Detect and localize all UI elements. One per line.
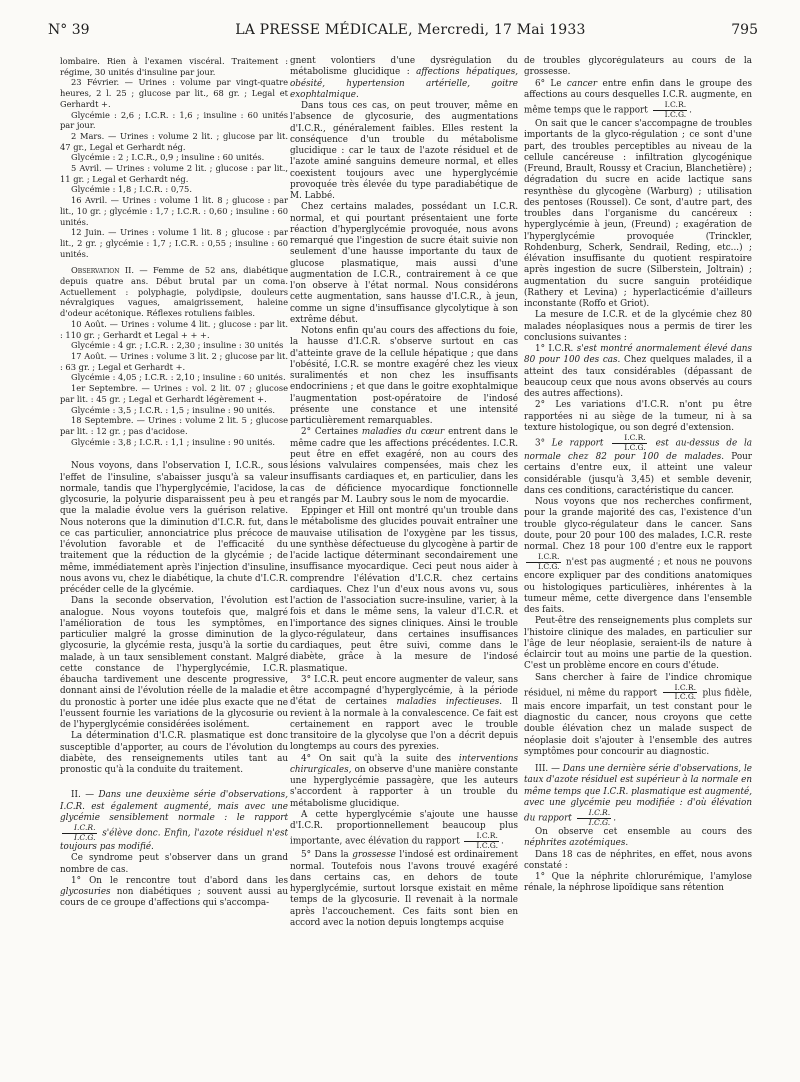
obs2-entry: 18 Septembre. — Urines : volume 2 lit. 5 ; glucose par lit. : 12 gr. ; pas d'acidose. [60,415,288,436]
paragraph: Dans 18 cas de néphrites, en effet, nous avons constaté : [524,849,752,871]
ratio-fraction: $\frac{I.C.R.}{I.C.G.}$ [662,684,697,702]
paragraph: Dans tous ces cas, on peut trouver, même en l'absence de glycosurie, des augmentations d'I.C.R., généralement faibles. Elles restent la conséquence d'un trouble du métabolisme glucidique : car le taux de l'azote résiduel et de l'azote aminé sanguins demeure normal, et elles coexistent toujours avec une hyperglycémie provoquée très élevée du type paradiabétique de M. Labbé. [290,101,518,201]
paragraph: 3° I.C.R. peut encore augmenter de valeur, sans être accompagné d'hyperglycémie, à la période d'état de certaines maladies infectieuses. Il revient à la normale à la convalescence. Ce fait est certainement en rapport avec le trouble transitoire de la glycolyse que l'on a décrit depuis longtemps au cours des pyrexies. [290,674,518,753]
paragraph: La mesure de I.C.R. et de la glycémie chez 80 malades néoplasiques nous a permis de tirer les conclusions suivantes : [524,310,752,343]
obs1-entry: 2 Mars. — Urines : volume 2 lit. ; glucose par lit. 47 gr., Legal et Gerhardt nég. [60,130,288,152]
observation-1-list [60,56,288,447]
paragraph: A cette hyperglycémie s'ajoute une hausse d'I.C.R. proportionnellement beaucoup plus importante, avec élévation du rapport $\frac{I.C.R.}{I.C.G.}$ . [290,809,518,850]
paragraph: Chez certains malades, possédant un I.C.R. normal, et qui pourtant présentaient une forte réaction d'hyperglycémie provoquée, nous avons remarqué que l'ingestion de sucre était suivie non seulement d'une hausse importante du taux de glucose plasmatique, mais aussi d'une augmentation de I.C.R., contrairement à ce que l'on observe à l'état normal. Nous considérons cette augmentation, sans hausse d'I.C.R., à jeun, comme un signe d'insuffisance glycolytique à son extrême début. [290,202,518,325]
paragraph: 1° Que la néphrite chlorurémique, l'amylose rénale, la néphrose lipoïdique sans rétention [524,872,752,894]
journal-title: LA PRESSE MÉDICALE, Mercredi, 17 Mai 1933 [235,22,586,38]
obs1-entry: Glycémie : 2,6 ; I.C.R. : 1,6 ; insuline : 60 unités par jour. [60,109,288,131]
paragraph: Eppinger et Hill ont montré qu'un trouble dans le métabolisme des glucides pouvait entraîner une mauvaise utilisation de l'oxygène par les tissus, une synthèse défectueuse du glycogène à partir de l'acide lactique déterminant secondairement une insuffisance myocardique. Ceci peut nous aider à comprendre l'élévation d'I.C.R. chez certains cardiaques. Chez l'un d'eux nous avons vu, sous l'action de l'association sucre-insuline, varier, à la fois et dans le même sens, la valeur d'I.C.R. et l'importance des signes cliniques. Ainsi le trouble glyco-régulateur, dans certaines insuffisances cardiaques, peut être suivi, comme dans le diabète, grâce à la mesure de l'indosé plasmatique. [290,506,518,674]
obs2-entry: 17 Août. — Urines : volume 3 lit. 2 ; glucose par lit. : 63 gr. ; Legal et Gerhardt +. [60,350,288,372]
paragraph: 3° Le rapport $\frac{I.C.R.}{I.C.G.}$ est au-dessus de la normale chez 82 pour 100 de malades. Pour certains d'entre eux, il atteint une valeur considérable (jusqu'à 3,45) et semble devenir, dans ces conditions, caractéristique du cancer. [524,433,752,496]
paragraph: 2° Les variations d'I.C.R. n'ont pu être rapportées ni au siège de la tumeur, ni à sa texture histologique, ou son degré d'extension. [524,400,752,433]
column-3 [524,56,752,1066]
obs2-entry: 1er Septembre. — Urines : vol. 2 lit. 07 ; glucose par lit. : 45 gr. ; Legal et Gerhardt légèrement +. [60,383,288,404]
page-header [48,22,758,38]
observation-2-label: Observation II. [71,265,135,276]
paragraph: 4° On sait qu'à la suite des interventions chirurgicales, on observe d'une manière constante une hyperglycémie passagère, que les auteurs s'accordent à rapporter à un trouble du métabolisme glucidique. [290,753,518,809]
paragraph: Dans la seconde observation, l'évolution est analogue. Nous voyons toutefois que, malgré l'amélioration de tous les symptômes, en particulier malgré la grosse diminution de la glycosurie, la glycémie resta, jusqu'à la sortie du malade, à un taux sensiblement constant. Malgré cette constance de l'hyperglycémie, I.C.R. ébaucha tardivement une descente progressive, donnant ainsi de l'évolution réelle de la maladie et du pronostic à porter une idée plus exacte que ne l'eussent fournie les variations de la glycosurie ou de l'hyperglycémie considérées isolément. [60,596,288,731]
ratio-fraction: $\frac{I.C.R.}{I.C.G.}$ [464,832,499,850]
section-2-heading: II. — Dans une deuxième série d'observations, I.C.R. est également augmenté, mais avec une glycémie sensiblement normale : le rapport $\frac{I.C.R.}{I.C.G.}$ s'élève donc. Enfin, l'azote résiduel n'est toujours pas modifié. [60,790,288,853]
paragraph: 5° Dans la grossesse l'indosé est ordinairement normal. Toutefois nous l'avons trouvé exagéré dans certains cas, en dehors de toute hyperglycémie, surtout lorsque existait en même temps de la glycosurie. Il revenait à la normale après l'accouchement. Ces faits sont bien en accord avec la notion depuis longtemps acquise [290,850,518,928]
paragraph: Nous voyons que nos recherches confirment, pour la grande majorité des cas, l'existence d'un trouble glyco-régulateur dans le cancer. Sans doute, pour 20 pour 100 des malades, I.C.R. reste normal. Chez 18 pour 100 d'entre eux le rapport $\frac{I.C.R.}{I.C.G.}$ n'est pas augmenté ; et nous ne pouvons encore expliquer par des conditions anatomiques ou histologiques particulières, inhérentes à la tumeur même, cette divergence dans l'ensemble des faits. [524,497,752,615]
obs1-entry: Glycémie : 2 ; I.C.R., 0,9 ; insuline : 60 unités. [71,152,265,163]
issue-number: N° 39 [48,22,90,38]
obs1-entry: 12 Juin. — Urines : volume 1 lit. 8 ; glucose : par lit., 2 gr. ; glycémie : 1,7 ; I.C.R. : 0,55 ; insuline : 60 unités. [60,227,288,259]
paragraph: Ce syndrome peut s'observer dans un grand nombre de cas. [60,853,288,875]
obs1-entry: lombaire. Rien à l'examen viscéral. Traitement : régime, 30 unités d'insuline par jour. [60,56,288,77]
obs1-entry: 5 Avril. — Urines : volume 2 lit. ; glucose : par lit., 11 gr. ; Legal et Gerhardt nég. [60,163,288,184]
obs2-entry: Glycémie : 4 gr. ; I.C.R. : 2,30 ; insuline : 30 unités [71,340,284,351]
paragraph: 1° I.C.R. s'est montré anormalement élevé dans 80 pour 100 des cas. Chez quelques malades, il a atteint des taux considérables (dépassant de beaucoup ceux que nous avons observés au cours des autres affections). [524,344,752,399]
obs2-entry: Glycémie : 4,05 ; I.C.R. : 2,10 ; insuline : 60 unités. [71,372,286,383]
obs1-entry: 23 Février. — Urines : volume par vingt-quatre heures, 2 l. 25 ; glucose par lit., 68 gr. ; Legal et Gerhardt +. [60,77,288,109]
column-2 [290,56,518,1066]
obs1-entry: Glycémie : 1,8 ; I.C.R. : 0,75. [71,184,192,195]
paragraph: Notons enfin qu'au cours des affections du foie, la hausse d'I.C.R. s'observe surtout en cas d'atteinte grave de la cellule hépatique ; que dans l'obésité, I.C.R. se montre exagéré chez les vieux suralimentés et non chez les insuffisants endocriniens ; et que dans le goitre exophtalmique l'augmentation post-opératoire de l'indosé présente une constance et une intensité particulièrement remarquables. [290,326,518,426]
paragraph: gnent volontiers d'une dysrégulation du métabolisme glucidique : affections hépatiques, obésité, hypertension artérielle, goitre exophtalmique. [290,56,518,100]
ratio-fraction: $\frac{I.C.R.}{I.C.G.}$ [62,824,97,842]
paragraph: On sait que le cancer s'accompagne de troubles importants de la glyco-régulation ; ce sont d'une part, des troubles perceptibles au niveau de la cellule cancéreuse : infiltration glycogénique (Freund, Brault, Roussy et Craciun, Blanchetière) ; dégradation du sucre en acide lactique sans resynthèse du glycogène (Warburg) ; utilisation des pentoses (Roussel). Ce sont, d'autre part, des troubles dans l'organisme du cancéreux : hyperglycémie à jeun, (Freund) ; exagération de l'hyperglycémie provoquée (Trinckler, Rohdenburg, Scherk, Sendrail, Reding, etc...) ; élévation insuffisante du quotient respiratoire après ingestion de sucre (Silberstein, Joltrain) ; augmentation du sucre sanguin protéidique (Rathery et Levina) ; hyperlacticémie d'ailleurs inconstante (Roffo et Griot). [524,119,752,309]
ratio-fraction: $\frac{I.C.R.}{I.C.G.}$ [653,101,688,119]
paragraph: Nous voyons, dans l'observation I, I.C.R., sous l'effet de l'insuline, s'abaisser jusqu'à sa valeur normale, tandis que l'hyperglycémie, l'acidose, la glycosurie, la polyurie disparaissent peu à peu et que la maladie évolue vers la guérison relative. Nous noterons que la diminution d'I.C.R. fut, dans ce cas particulier, annonciatrice plus précoce de l'évolution favorable et de l'efficacité du traitement que la réduction de la glycémie ; de même, immédiatement après l'injection d'insuline, nous avons vu, chez le diabétique, la chute d'I.C.R. précéder celle de la glycémie. [60,461,288,596]
ratio-fraction: $\frac{I.C.R.}{I.C.G.}$ [612,434,647,452]
ratio-fraction: $\frac{I.C.R.}{I.C.G.}$ [577,809,612,827]
paragraph: La détermination d'I.C.R. plasmatique est donc susceptible d'apporter, au cours de l'évolution du diabète, des renseignements utiles tant au pronostic qu'à la conduite du traitement. [60,731,288,776]
paragraph: 1° On le rencontre tout d'abord dans les glycosuries non diabétiques ; souvent aussi au cours de ce groupe d'affections qui s'accompa- [60,875,288,909]
paragraph: de troubles glycorégulateurs au cours de la grossesse. [524,56,752,78]
obs2-entry: 10 Août. — Urines : volume 4 lit. ; glucose : par lit. : 110 gr. ; Gerhardt et Legal + + +. [60,318,288,340]
ratio-fraction: $\frac{I.C.R.}{I.C.G.}$ [526,553,561,571]
section-3-heading: III. — Dans une dernière série d'observations, le taux d'azote résiduel est supérieur à la normale en même temps que I.C.R. plasmatique est augmenté, avec une glycémie peu modifiée : d'où élévation du rapport $\frac{I.C.R.}{I.C.G.}$ . [524,764,752,827]
paragraph: On observe cet ensemble au cours des néphrites azotémiques. [524,827,752,849]
column-1 [60,56,288,1066]
observation-2-intro: Observation II. — Femme de 52 ans, diabétique depuis quatre ans. Début brutal par un coma. Actuellement : polyphagie, polydipsie, douleurs névralgiques vagues, amaigrissement, haleine d'odeur acétonique. Réflexes rotuliens faibles. [60,265,288,319]
obs1-entry: 16 Avril. — Urines : volume 1 lit. 8 ; glucose : par lit., 10 gr. ; glycémie : 1,7 ; I.C.R. : 0,60 ; insuline : 60 unités. [60,195,288,227]
paragraph: Peut-être des renseignements plus complets sur l'histoire clinique des malades, en particulier sur l'âge de leur néoplasie, seraient-ils de nature à éclaircir tout au moins une partie de la question. C'est un problème encore en cours d'étude. [524,616,752,672]
page-number: 795 [731,22,758,38]
obs2-entry: Glycémie : 3,8 ; I.C.R. : 1,1 ; insuline : 90 unités. [71,436,276,447]
paragraph: 2° Certaines maladies du cœur entrent dans le même cadre que les affections précédentes. I.C.R. peut être en effet exagéré, non au cours des lésions valvulaires compensées, mais chez les insuffisants cardiaques et, en particulier, dans les cas de déficience myocardique fonctionnelle rangés par M. Laubry sous le nom de myocardie. [290,427,518,505]
obs2-entry: Glycémie : 3,5 ; I.C.R. : 1,5 ; insuline : 90 unités. [71,404,276,415]
paragraph: Sans chercher à faire de l'indice chromique résiduel, ni même du rapport $\frac{I.C.R.}{I.C.G.}$ plus fidèle, mais encore imparfait, un test constant pour le diagnostic du cancer, nous croyons que cette double élévation chez un malade suspect de néoplasie doit s'ajouter à l'ensemble des autres symptômes pour concourir au diagnostic. [524,672,752,757]
paragraph: 6° Le cancer entre enfin dans le groupe des affections au cours desquelles I.C.R. augmente, en même temps que le rapport $\frac{I.C.R.}{I.C.G.}$ . [524,78,752,119]
